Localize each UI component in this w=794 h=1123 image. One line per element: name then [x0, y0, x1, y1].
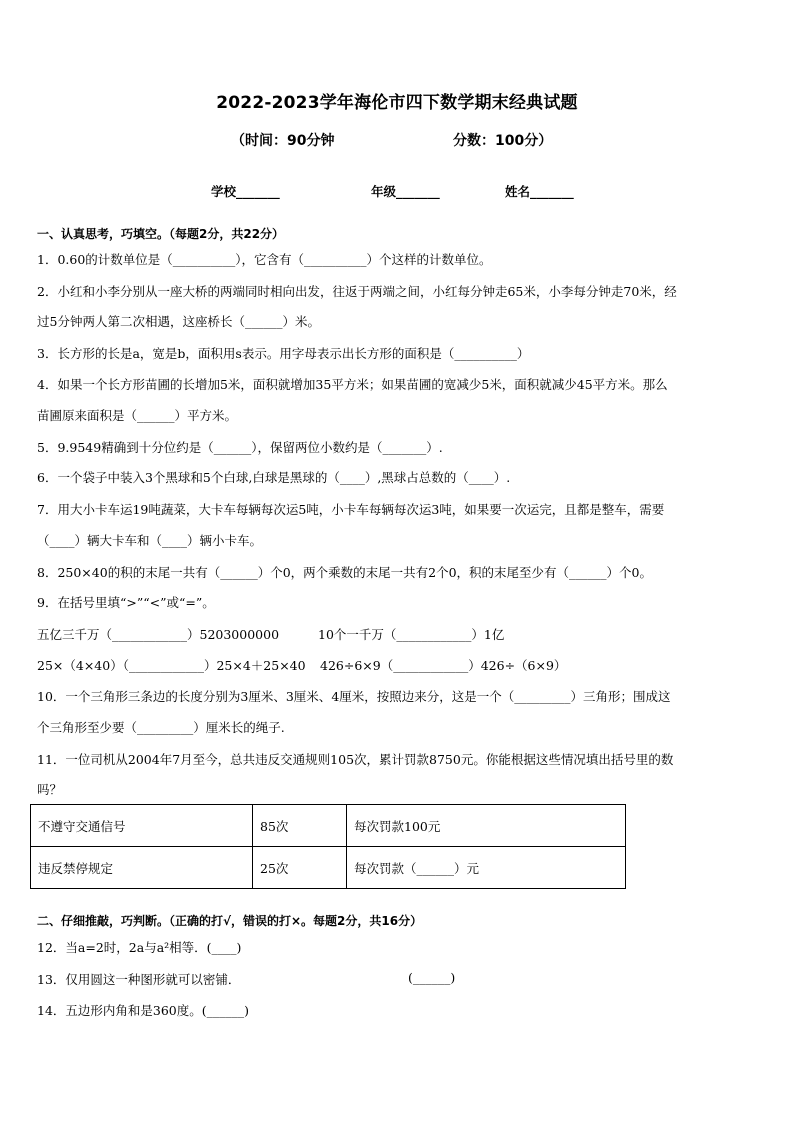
- question-9-item-b: 10个一千万（____________）1亿: [318, 627, 505, 642]
- page-title: 2022-2023学年海伦市四下数学期末经典试题: [216, 93, 578, 113]
- question-14: 14．五边形内角和是360度。(______): [37, 1003, 250, 1018]
- table-row: [31, 805, 626, 847]
- table-cell: 每次罚款（______）元: [347, 847, 626, 889]
- table-cell: 每次罚款100元: [347, 805, 626, 847]
- section-1-heading: 一、认真思考，巧填空。（每题2分，共22分）: [37, 227, 285, 241]
- question-12: 12．当a=2时，2a与a²相等．(____): [37, 940, 242, 955]
- question-4-line-2: 苗圃原来面积是（______）平方米。: [37, 408, 238, 423]
- table-cell: 不遵守交通信号: [31, 805, 253, 847]
- question-10-line-1: 10．一个三角形三条边的长度分别为3厘米、3厘米、4厘米，按照边来分，这是一个（_________）三角形；围成这: [37, 689, 671, 704]
- question-2-line-2: 过5分钟两人第二次相遇，这座桥长（______）米。: [37, 314, 320, 329]
- question-7-line-2: （____）辆大卡车和（____）辆小卡车。: [37, 533, 263, 548]
- section-2-heading: 二、仔细推敲，巧判断。（正确的打√，错误的打×。每题2分，共16分）: [37, 914, 423, 928]
- table-cell: 85次: [253, 805, 347, 847]
- question-9: 9．在括号里填“>”“<”或“=”。: [37, 595, 215, 610]
- score-label: 分数：100分）: [453, 133, 553, 149]
- school-field: 学校_______: [211, 184, 280, 199]
- question-8: 8．250×40的积的末尾一共有（______）个0，两个乘数的末尾一共有2个0，积的末尾至少有（______）个0。: [37, 565, 653, 580]
- question-7-line-1: 7．用大小卡车运19吨蔬菜，大卡车每辆每次运5吨，小卡车每辆每次运3吨，如果要一次运完，且都是整车，需要: [37, 502, 665, 517]
- question-11-line-1: 11．一位司机从2004年7月至今，总共违反交通规则105次，累计罚款8750元。你能根据这些情况填出括号里的数: [37, 752, 674, 767]
- question-11-line-2: 吗？: [37, 782, 63, 797]
- question-1: 1．0.60的计数单位是（__________），它含有（__________）个这样的计数单位。: [37, 252, 492, 267]
- question-13-blank: (______): [408, 970, 456, 985]
- question-4-line-1: 4．如果一个长方形苗圃的长增加5米，面积就增加35平方米；如果苗圃的宽减少5米，面积就减少45平方米。那么: [37, 377, 668, 392]
- question-10-line-2: 个三角形至少要（_________）厘米长的绳子.: [37, 720, 285, 735]
- question-3: 3．长方形的长是a，宽是b，面积用s表示。用字母表示出长方形的面积是（__________）: [37, 346, 530, 361]
- violation-table: [30, 804, 626, 889]
- question-5: 5．9.9549精确到十分位约是（______），保留两位小数约是（_______）.: [37, 440, 443, 455]
- time-label: （时间：90分钟: [231, 133, 335, 149]
- table-cell: 25次: [253, 847, 347, 889]
- question-9-item-d: 426÷6×9（____________）426÷（6×9）: [320, 658, 567, 673]
- grade-field: 年级_______: [371, 184, 440, 199]
- question-13: 13．仅用圆这一种图形就可以密铺．: [37, 972, 241, 987]
- question-2-line-1: 2．小红和小李分别从一座大桥的两端同时相向出发，往返于两端之间，小红每分钟走65米，小李每分钟走70米，经: [37, 284, 677, 299]
- table-row: [31, 847, 626, 889]
- question-9-item-c: 25×（4×40）（____________）25×4＋25×40: [37, 658, 306, 673]
- question-6: 6．一个袋子中装入3个黑球和5个白球,白球是黑球的（____）,黑球占总数的（____）.: [37, 470, 511, 485]
- question-9-item-a: 五亿三千万（____________）5203000000: [37, 627, 280, 642]
- name-field: 姓名_______: [505, 184, 574, 199]
- table-cell: 违反禁停规定: [31, 847, 253, 889]
